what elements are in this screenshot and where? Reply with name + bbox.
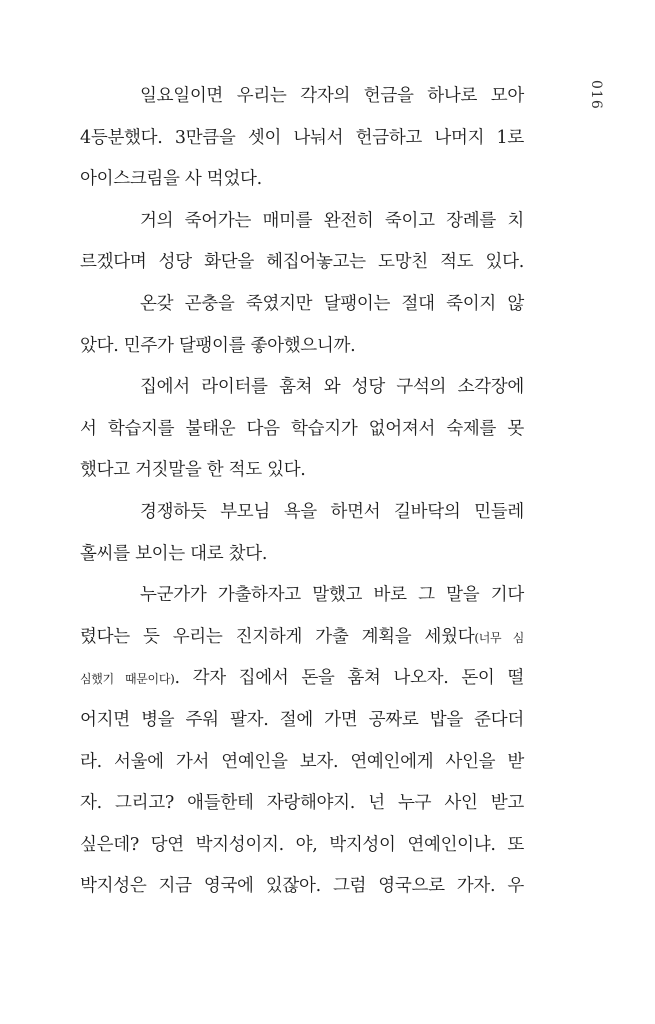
text-line: 르겠다며 성당 화단을 헤집어놓고는 도망친 적도 있다.	[80, 252, 524, 273]
text-line: 홀씨를 보이는 대로 찼다.	[80, 543, 268, 564]
page-number	[588, 80, 608, 120]
text-line: 어지면 병을 주워 팔자. 절에 가면 공짜로 밥을 준다더	[80, 709, 524, 730]
text-line: 자. 그리고? 애들한테 자랑해야지. 넌 누구 사인 받고	[80, 793, 524, 814]
text-line: 했다고 거짓말을 한 적도 있다.	[80, 460, 306, 481]
text-line: 누군가가 가출하자고 말했고 바로 그 말을 기다	[140, 585, 524, 606]
text-line	[80, 617, 524, 659]
text-line: 온갖 곤충을 죽였지만 달팽이는 절대 죽이지 않	[140, 293, 524, 314]
body-text	[80, 76, 524, 908]
parenthetical-note: (너무 심	[474, 630, 524, 645]
text-line: 박지성은 지금 영국에 있잖아. 그럼 영국으로 가자. 우	[80, 876, 524, 897]
text-segment: . 각자 집에서 돈을 훔쳐 나오자. 돈이 떨	[174, 668, 524, 689]
text-line: 경쟁하듯 부모님 욕을 하면서 길바닥의 민들레	[140, 501, 524, 522]
text-line: 거의 죽어가는 매미를 완전히 죽이고 장례를 치	[140, 210, 524, 231]
text-line: 았다. 민주가 달팽이를 좋아했으니까.	[80, 335, 356, 356]
text-line: 아이스크림을 사 먹었다.	[80, 169, 262, 190]
text-line	[80, 658, 524, 700]
text-line: 4등분했다. 3만큼을 셋이 나눠서 헌금하고 나머지 1로	[80, 127, 524, 148]
text-line: 집에서 라이터를 훔쳐 와 성당 구석의 소각장에	[140, 377, 524, 398]
parenthetical-note: 심했기 때문이다)	[80, 672, 175, 687]
page-number-text: 016	[588, 80, 604, 110]
text-line: 일요일이면 우리는 각자의 헌금을 하나로 모아	[140, 86, 524, 106]
text-line: 서 학습지를 불태운 다음 학습지가 없어져서 숙제를 못	[80, 418, 524, 439]
text-line: 라. 서울에 가서 연예인을 보자. 연예인에게 사인을 받	[80, 751, 524, 772]
text-segment: 렸다는 듯 우리는 진지하게 가출 계획을 세웠다	[80, 626, 475, 647]
text-line: 싶은데? 당연 박지성이지. 야, 박지성이 연예인이냐. 또	[80, 834, 524, 855]
